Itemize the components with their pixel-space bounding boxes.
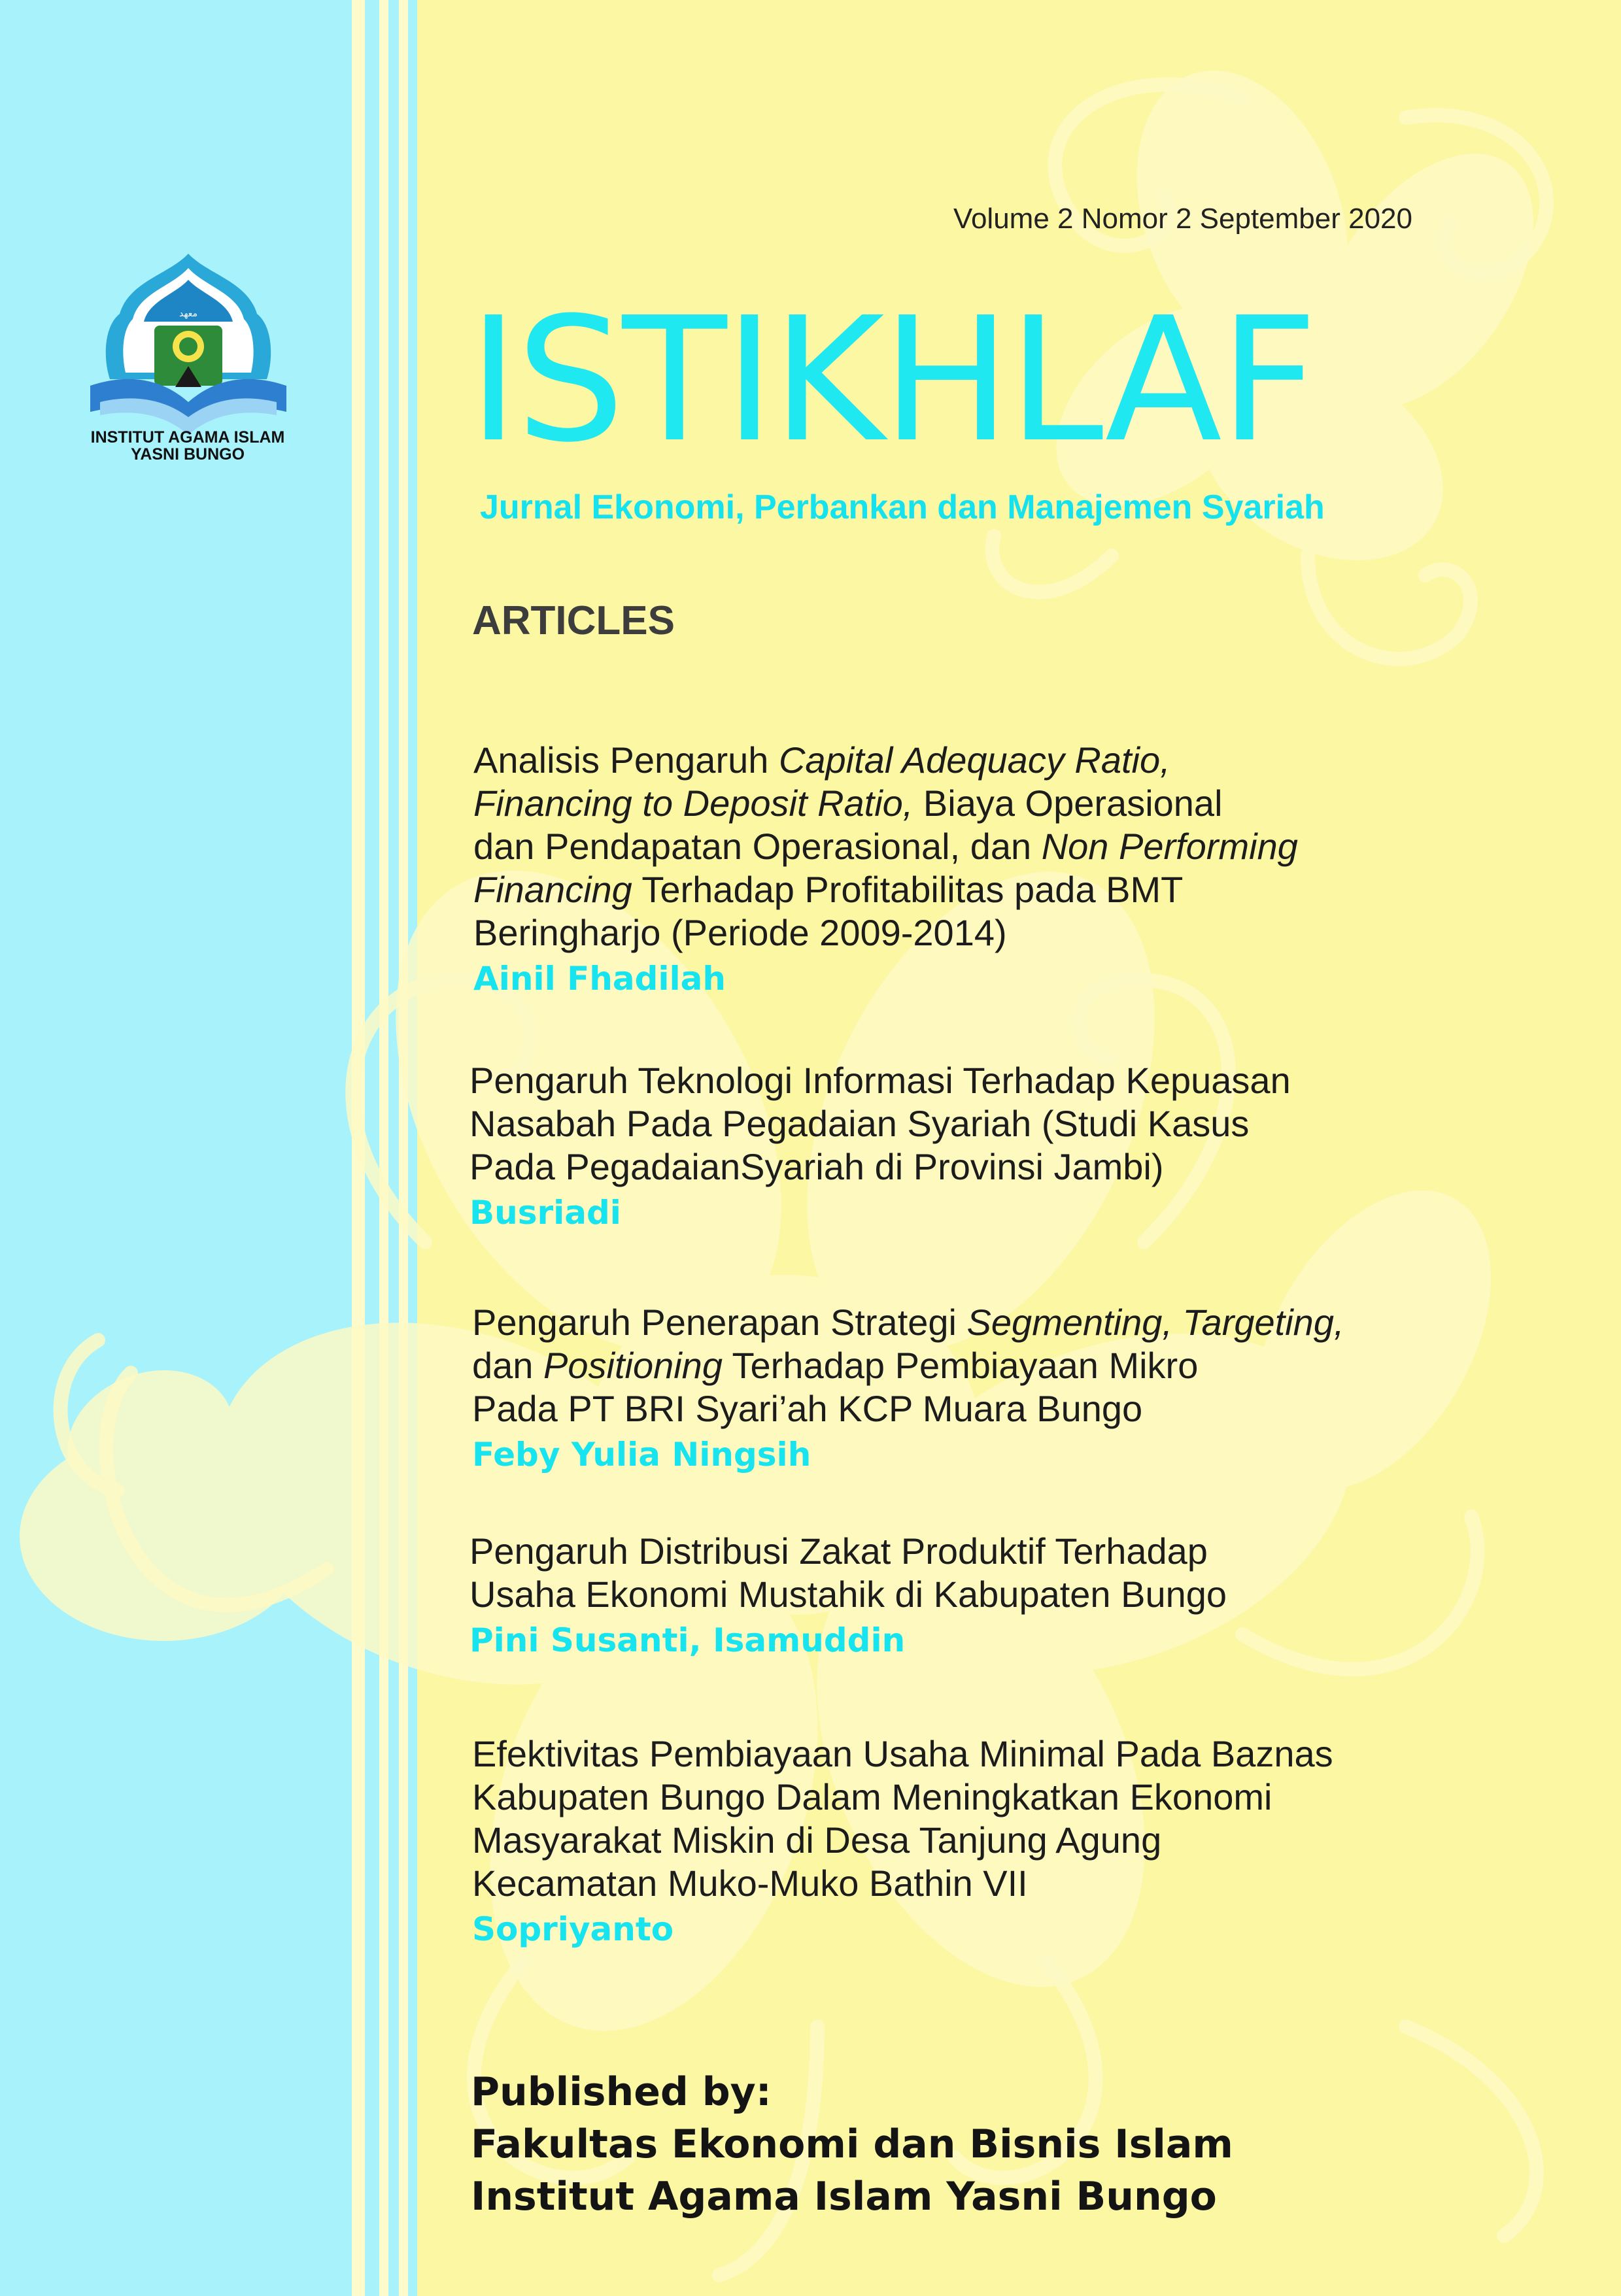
article-title-line	[473, 782, 1298, 825]
journal-subtitle: Jurnal Ekonomi, Perbankan dan Manajemen Syariah	[480, 488, 1325, 526]
article-author: Busriadi	[469, 1194, 621, 1232]
article-title-segment: Pengaruh Distribusi Zakat Produktif Terhadap	[469, 1530, 1208, 1572]
article-title-line	[469, 1145, 1291, 1189]
institution-caption-line1: INSTITUT AGAMA ISLAM	[90, 428, 285, 447]
article-title-segment: dan Pendapatan Operasional, dan	[473, 826, 1042, 867]
article-title-line	[473, 911, 1298, 954]
article-entry	[472, 1301, 1344, 1475]
institution-caption	[52, 429, 323, 463]
article-title-segment: Nasabah Pada Pegadaian Syariah (Studi Kasus	[469, 1103, 1250, 1144]
article-title-segment: Efektivitas Pembiayaan Usaha Minimal Pada Baznas	[472, 1733, 1333, 1774]
article-title-segment: Biaya Operasional	[913, 783, 1223, 824]
article-title-line	[472, 1387, 1344, 1430]
article-title-segment: Pengaruh Penerapan Strategi	[472, 1302, 967, 1343]
article-author: Ainil Fhadilah	[473, 960, 726, 998]
article-title-segment: Terhadap Profitabilitas pada BMT	[632, 869, 1184, 910]
publisher-institute: Institut Agama Islam Yasni Bungo	[471, 2174, 1217, 2220]
article-title-line	[472, 1862, 1333, 1905]
publisher-label: Published by:	[471, 2069, 772, 2115]
article-author: Pini Susanti, Isamuddin	[469, 1621, 906, 1659]
article-title-line	[472, 1344, 1344, 1387]
article-title	[472, 1301, 1344, 1430]
article-title-line	[469, 1059, 1291, 1102]
article-title-segment: Masyarakat Miskin di Desa Tanjung Agung	[472, 1819, 1162, 1861]
article-title-segment: Positioning	[543, 1345, 723, 1386]
article-title-segment: Analisis Pengaruh	[473, 739, 779, 781]
article-title-segment: Non Performing	[1041, 826, 1298, 867]
article-title	[469, 1530, 1227, 1616]
publisher-faculty: Fakultas Ekonomi dan Bisnis Islam	[471, 2121, 1233, 2167]
article-title-segment: dan	[472, 1345, 543, 1386]
article-title	[472, 1732, 1333, 1905]
article-title-line	[472, 1732, 1333, 1776]
article-title-segment: Pada PT BRI Syari’ah KCP Muara Bungo	[472, 1388, 1143, 1429]
volume-issue: Volume 2 Nomor 2 September 2020	[953, 203, 1412, 235]
article-title-line	[472, 1776, 1333, 1819]
institution-caption-line2: YASNI BUNGO	[130, 445, 245, 464]
svg-text:ﻣﻌﻬﺪ: ﻣﻌﻬﺪ	[179, 309, 198, 319]
article-entry	[473, 739, 1298, 999]
article-title	[473, 739, 1298, 954]
publisher-block	[471, 2066, 1233, 2223]
article-title-line	[472, 1301, 1344, 1344]
article-title-segment: Pengaruh Teknologi Informasi Terhadap Kepuasan	[469, 1060, 1291, 1101]
article-title-line	[473, 868, 1298, 911]
article-title-segment: Terhadap Pembiayaan Mikro	[722, 1345, 1199, 1386]
article-title-line	[469, 1102, 1291, 1145]
article-title-segment: Pada PegadaianSyariah di Provinsi Jambi)	[469, 1146, 1164, 1187]
articles-heading: ARTICLES	[472, 598, 675, 643]
journal-title: ISTIKHLAF	[468, 280, 1316, 480]
article-title-segment: Capital Adequacy Ratio,	[778, 739, 1170, 781]
article-title-segment: Usaha Ekonomi Mustahik di Kabupaten Bungo	[469, 1574, 1227, 1615]
article-author: Feby Yulia Ningsih	[472, 1436, 811, 1474]
article-title-segment: Segmenting, Targeting,	[966, 1302, 1344, 1343]
article-title-segment: Beringharjo (Periode 2009-2014)	[473, 912, 1007, 953]
article-title-segment: Kecamatan Muko-Muko Bathin VII	[472, 1863, 1028, 1904]
article-title-line	[473, 739, 1298, 782]
article-author: Sopriyanto	[472, 1910, 674, 1948]
article-title-segment: Financing	[473, 869, 632, 910]
article-title-segment: Kabupaten Bungo Dalam Meningkatkan Ekonomi	[472, 1776, 1272, 1817]
article-title-segment: Financing to Deposit Ratio,	[473, 783, 913, 824]
article-title	[469, 1059, 1291, 1189]
article-entry	[469, 1530, 1227, 1661]
article-title-line	[472, 1819, 1333, 1862]
article-entry	[469, 1059, 1291, 1233]
article-title-line	[469, 1573, 1227, 1616]
article-title-line	[469, 1530, 1227, 1573]
article-title-line	[473, 825, 1298, 868]
article-entry	[472, 1732, 1333, 1950]
